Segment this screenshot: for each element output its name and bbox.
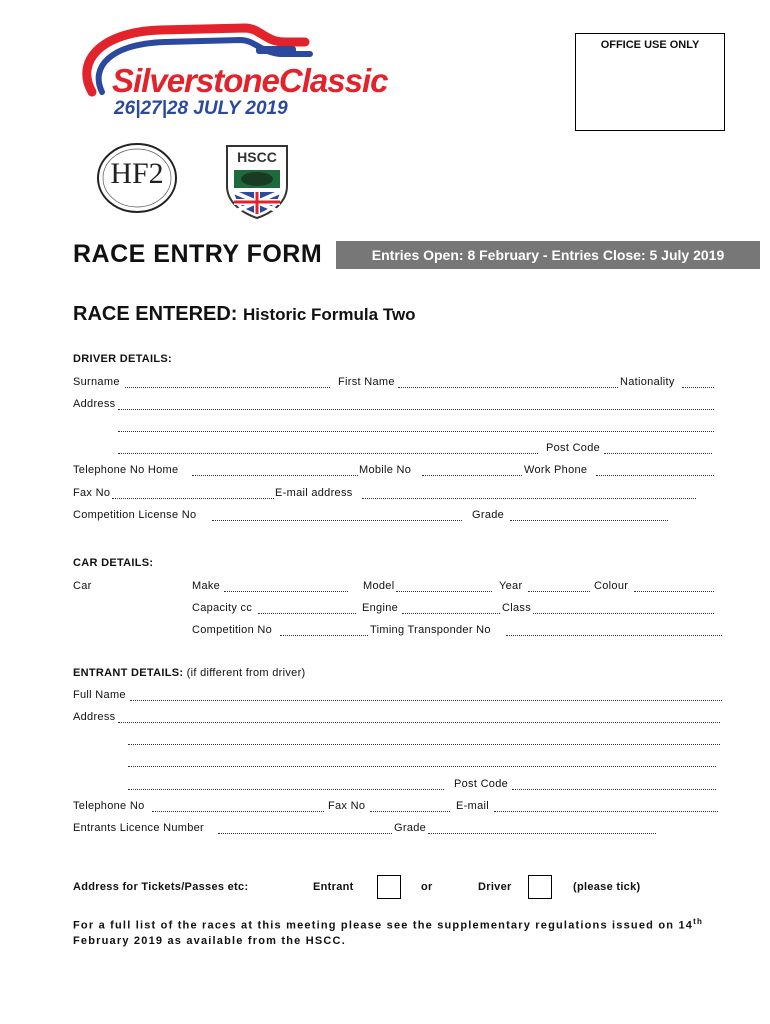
make-field[interactable] bbox=[224, 591, 348, 592]
office-use-box bbox=[575, 33, 725, 131]
race-entered-value: Historic Formula Two bbox=[243, 305, 416, 324]
class-label: Class bbox=[502, 602, 532, 614]
car-details-heading: CAR DETAILS: bbox=[73, 557, 154, 569]
colour-label: Colour bbox=[594, 580, 629, 592]
capacity-label: Capacity cc bbox=[192, 602, 253, 614]
driver-tick-box[interactable] bbox=[528, 875, 552, 899]
engine-label: Engine bbox=[362, 602, 399, 614]
entrant-address-line-4[interactable] bbox=[128, 789, 444, 790]
nationality-label: Nationality bbox=[620, 376, 675, 388]
entrant-address-line-1[interactable] bbox=[118, 722, 720, 723]
mobile-field[interactable] bbox=[422, 475, 522, 476]
entrant-address-label: Address bbox=[73, 711, 116, 723]
driver-fax-field[interactable] bbox=[112, 498, 274, 499]
supplementary-regulations-note: For a full list of the races at this meeting please see the supplementary regulations issued on 14th February 2019 as available from the HSCC. bbox=[73, 917, 704, 947]
driver-address-line-2[interactable] bbox=[118, 431, 714, 432]
please-tick-label: (please tick) bbox=[573, 881, 641, 893]
page-title: RACE ENTRY FORM bbox=[73, 240, 323, 268]
year-label: Year bbox=[499, 580, 523, 592]
entrant-email-label: E-mail bbox=[456, 800, 489, 812]
tickets-address-label: Address for Tickets/Passes etc: bbox=[73, 881, 249, 893]
competition-license-label: Competition License No bbox=[73, 509, 197, 521]
timing-transponder-field[interactable] bbox=[506, 635, 722, 636]
entrant-option-label: Entrant bbox=[313, 881, 354, 893]
entrant-grade-field[interactable] bbox=[428, 833, 656, 834]
driver-option-label: Driver bbox=[478, 881, 512, 893]
year-field[interactable] bbox=[528, 591, 590, 592]
entrant-grade-label: Grade bbox=[394, 822, 427, 834]
driver-address-line-1[interactable] bbox=[118, 409, 714, 410]
entrant-full-name-field[interactable] bbox=[130, 700, 722, 701]
entrant-heading-note: (if different from driver) bbox=[186, 667, 306, 679]
entrant-telephone-label: Telephone No bbox=[73, 800, 145, 812]
entrant-fax-field[interactable] bbox=[370, 811, 450, 812]
driver-postcode-field[interactable] bbox=[604, 453, 712, 454]
race-entered-label: RACE ENTERED: bbox=[73, 303, 238, 325]
nationality-field[interactable] bbox=[682, 387, 714, 388]
driver-details-heading: DRIVER DETAILS: bbox=[73, 353, 173, 365]
entrant-tick-box[interactable] bbox=[377, 875, 401, 899]
entrant-postcode-label: Post Code bbox=[454, 778, 509, 790]
competition-no-label: Competition No bbox=[192, 624, 273, 636]
driver-grade-field[interactable] bbox=[510, 520, 668, 521]
model-label: Model bbox=[363, 580, 395, 592]
entrant-telephone-field[interactable] bbox=[152, 811, 324, 812]
mobile-label: Mobile No bbox=[359, 464, 412, 476]
colour-field[interactable] bbox=[634, 591, 714, 592]
entrant-address-line-3[interactable] bbox=[128, 766, 716, 767]
brand-name: SilverstoneClassic bbox=[112, 62, 388, 99]
silverstone-classic-logo bbox=[70, 22, 440, 122]
engine-field[interactable] bbox=[402, 613, 500, 614]
timing-transponder-label: Timing Transponder No bbox=[370, 624, 491, 636]
driver-postcode-label: Post Code bbox=[546, 442, 601, 454]
telephone-home-field[interactable] bbox=[192, 475, 358, 476]
surname-label: Surname bbox=[73, 376, 120, 388]
entrant-licence-label: Entrants Licence Number bbox=[73, 822, 205, 834]
entrant-details-heading: ENTRANT DETAILS: (if different from driver) bbox=[73, 667, 306, 679]
driver-grade-label: Grade bbox=[472, 509, 505, 521]
entrant-address-line-2[interactable] bbox=[128, 744, 720, 745]
class-field[interactable] bbox=[533, 613, 714, 614]
first-name-label: First Name bbox=[338, 376, 395, 388]
hscc-shield: HSCC bbox=[224, 142, 290, 220]
capacity-field[interactable] bbox=[258, 613, 356, 614]
work-phone-field[interactable] bbox=[596, 475, 714, 476]
hf2-badge: HF2 bbox=[96, 142, 178, 214]
or-label: or bbox=[421, 881, 433, 893]
surname-field[interactable] bbox=[125, 387, 330, 388]
competition-license-field[interactable] bbox=[212, 520, 462, 521]
full-name-label: Full Name bbox=[73, 689, 126, 701]
office-use-label: OFFICE USE ONLY bbox=[600, 39, 700, 51]
competition-no-field[interactable] bbox=[280, 635, 368, 636]
make-label: Make bbox=[192, 580, 221, 592]
driver-fax-label: Fax No bbox=[73, 487, 111, 499]
event-dates: 26|27|28 JULY 2019 bbox=[114, 98, 288, 119]
driver-email-field[interactable] bbox=[362, 498, 696, 499]
work-phone-label: Work Phone bbox=[524, 464, 588, 476]
model-field[interactable] bbox=[396, 591, 492, 592]
entries-banner: Entries Open: 8 February - Entries Close: 5 July 2019 bbox=[336, 241, 760, 269]
entrant-fax-label: Fax No bbox=[328, 800, 366, 812]
car-label: Car bbox=[73, 580, 92, 592]
entrant-email-field[interactable] bbox=[494, 811, 718, 812]
entrant-licence-field[interactable] bbox=[218, 833, 392, 834]
race-entered bbox=[73, 303, 416, 326]
driver-address-line-3[interactable] bbox=[118, 453, 538, 454]
driver-address-label: Address bbox=[73, 398, 116, 410]
entrant-postcode-field[interactable] bbox=[512, 789, 716, 790]
first-name-field[interactable] bbox=[398, 387, 618, 388]
driver-email-label: E-mail address bbox=[275, 487, 353, 499]
telephone-home-label: Telephone No Home bbox=[73, 464, 179, 476]
